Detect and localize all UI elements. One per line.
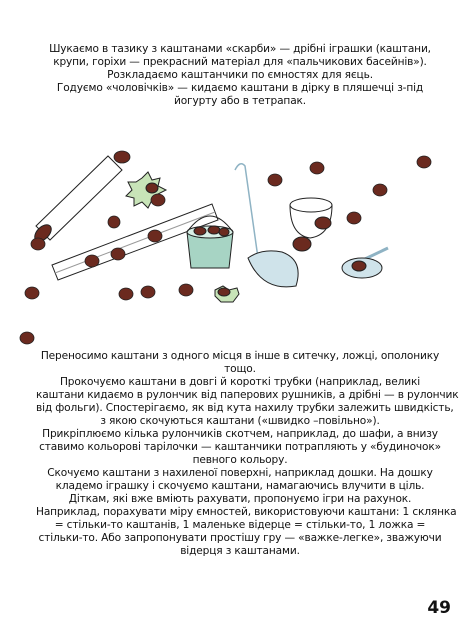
ladle-icon [235,164,298,287]
text-line: Наприклад, порахувати міру ємностей, використовуючи каштани: 1 склянка [36,506,457,518]
text-line: крупи, горіхи — прекрасний матеріал для «пальчикових басейнів»). [53,56,427,68]
text-line: Прикріплюємо кілька рулончиків скотчем, наприклад, до шафи, а внизу [42,428,438,440]
bottom-paragraph [36,350,459,558]
text-line: певного кольору. [192,454,288,466]
paper-roll-icon [32,156,122,244]
text-line: Переносимо каштани з одного місця в інше в ситечку, ложці, ополонику [40,350,440,362]
text-line: кладемо іграшку і скочуємо каштани, намагаючись влучити в ціль. [55,480,425,492]
text-line: від фольги). Спостерігаємо, як від кута нахилу трубки залежить швидкість, [36,402,454,414]
text-line: тощо. [224,363,256,375]
text-line: = стільки-то каштанів, 1 маленьке відерце = стільки-то, 1 ложка = [54,519,426,531]
text-line: Прокочуємо каштани в довгі й короткі трубки (наприклад, великі [59,376,421,388]
bucket-icon [187,216,233,268]
chestnut-illustration [0,140,473,355]
text-line: Діткам, які вже вміють рахувати, пропонуємо ігри на рахунок. [68,493,412,505]
text-line: відерця з каштанами. [180,545,300,557]
text-line: Скочуємо каштани з нахиленої поверхні, наприклад дошки. На дошку [47,467,433,479]
text-line: стільки-то. Або запропонувати простішу гру — «важке-легке», зважуючи [38,532,442,544]
text-line: каштани кидаємо в рулончик від паперових рушників, а дрібні — в рулончик [36,389,459,401]
text-line: Годуємо «чоловічків» — кидаємо каштани в дірку в пляшечці з-під [56,82,424,94]
spoon-icon [342,248,388,278]
text-line: Розкладаємо каштанчики по ємностях для яєць. [107,69,373,81]
text-line: йогурту або в тетрапак. [173,95,307,107]
text-line: ставимо кольорові тарілочки — каштанчики потрапляють у «будиночок» [39,441,441,453]
text-line: Шукаємо в тазику з каштанами «скарби» — дрібні іграшки (каштани, [49,43,431,55]
text-line: з якою скочуються каштани («швидко –повільно»). [100,415,380,427]
sieve-icon [290,198,332,251]
page-number: 49 [427,598,451,618]
top-paragraph [40,43,440,108]
